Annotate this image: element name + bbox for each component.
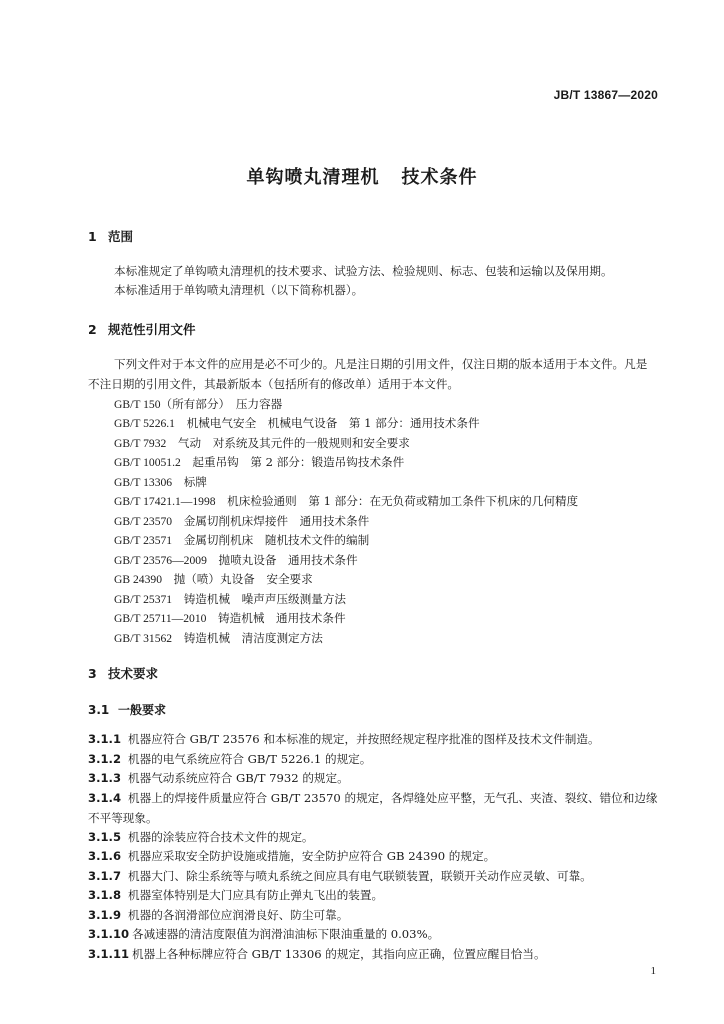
section-2-heading bbox=[88, 320, 196, 338]
reference-item bbox=[114, 551, 358, 571]
requirement-text: 机器的各润滑部位应润滑良好、防尘可靠。 bbox=[128, 908, 349, 922]
requirement-text: 机器上各种标牌应符合 GB/T 13306 的规定，其指向应正确，位置应醒目恰当。 bbox=[132, 947, 546, 961]
requirement-number: 3.1.10 bbox=[88, 927, 130, 941]
reference-code: GB/T 31562 bbox=[114, 632, 173, 645]
requirement-item bbox=[88, 827, 658, 847]
requirement-text: 各减速器的清洁度限值为润滑油油标下限油重量的 0.03%。 bbox=[132, 927, 440, 941]
section-number: 1 bbox=[88, 229, 97, 244]
requirement-text: 机器应采取安全防护设施或措施，安全防护应符合 GB 24390 的规定。 bbox=[128, 849, 496, 863]
reference-title: 铸造机械 清洁度测定方法 bbox=[183, 631, 323, 645]
reference-title: 抛（喷）丸设备 安全要求 bbox=[173, 572, 313, 586]
requirement-number: 3.1.1 bbox=[88, 732, 122, 746]
reference-code: GB 24390 bbox=[114, 573, 162, 586]
requirement-item bbox=[88, 885, 658, 905]
reference-item bbox=[114, 629, 323, 649]
requirement-item bbox=[88, 924, 658, 944]
section-1-para-1: 本标准规定了单钩喷丸清理机的技术要求、试验方法、检验规则、标志、包装和运输以及保用期。 bbox=[114, 264, 613, 278]
requirement-text: 机器的电气系统应符合 GB/T 5226.1 的规定。 bbox=[128, 752, 372, 766]
section-number: 2 bbox=[88, 322, 97, 337]
reference-item bbox=[114, 473, 207, 493]
reference-item bbox=[114, 453, 404, 473]
reference-code: GB/T 150（所有部分） bbox=[114, 398, 225, 411]
title-sub: 技术条件 bbox=[401, 167, 478, 188]
requirement-number: 3.1.11 bbox=[88, 947, 130, 961]
section-3-heading bbox=[88, 664, 158, 682]
reference-item bbox=[114, 492, 578, 512]
requirement-text: 机器气动系统应符合 GB/T 7932 的规定。 bbox=[128, 771, 349, 785]
requirement-text: 机器应符合 GB/T 23576 和本标准的规定，并按照经规定程序批准的图样及技术文件制造。 bbox=[128, 732, 600, 746]
reference-code: GB/T 7932 bbox=[114, 437, 167, 450]
reference-title: 压力容器 bbox=[235, 397, 283, 411]
requirement-number: 3.1.5 bbox=[88, 830, 122, 844]
section-2-intro: 下列文件对于本文件的应用是必不可少的。凡是注日期的引用文件，仅注日期的版本适用于本文件。凡是不注日期的引用文件，其最新版本（包括所有的修改单）适用于本文件。 bbox=[88, 357, 648, 391]
reference-title: 抛喷丸设备 通用技术条件 bbox=[218, 553, 358, 567]
requirement-number: 3.1.7 bbox=[88, 869, 122, 883]
standard-code: JB/T 13867—2020 bbox=[553, 88, 658, 102]
reference-title: 机械电气安全 机械电气设备 第 1 部分：通用技术条件 bbox=[186, 416, 480, 430]
section-1-heading bbox=[88, 227, 133, 245]
subsection-title: 一般要求 bbox=[118, 703, 167, 717]
section-title: 技术要求 bbox=[108, 666, 159, 681]
requirement-item bbox=[88, 788, 658, 828]
page-number: 1 bbox=[650, 965, 656, 977]
reference-title: 标牌 bbox=[183, 475, 207, 489]
requirement-text: 机器大门、除尘系统等与喷丸系统之间应具有电气联锁装置，联锁开关动作应灵敏、可靠。 bbox=[128, 869, 592, 883]
requirement-text: 机器的涂装应符合技术文件的规定。 bbox=[128, 830, 314, 844]
section-title: 范围 bbox=[108, 229, 134, 244]
subsection-number: 3.1 bbox=[88, 703, 110, 717]
reference-item bbox=[114, 609, 346, 629]
reference-title: 金属切削机床焊接件 通用技术条件 bbox=[183, 514, 370, 528]
reference-code: GB/T 23571 bbox=[114, 534, 173, 547]
requirement-number: 3.1.2 bbox=[88, 752, 122, 766]
reference-item bbox=[114, 570, 313, 590]
reference-item bbox=[114, 395, 282, 415]
document-title bbox=[0, 163, 724, 189]
reference-title: 金属切削机床 随机技术文件的编制 bbox=[183, 533, 370, 547]
requirement-number: 3.1.4 bbox=[88, 791, 122, 805]
reference-code: GB/T 25711—2010 bbox=[114, 612, 207, 625]
reference-item bbox=[114, 590, 346, 610]
requirement-item bbox=[88, 866, 658, 886]
reference-code: GB/T 5226.1 bbox=[114, 417, 175, 430]
requirement-number: 3.1.3 bbox=[88, 771, 122, 785]
subsection-3-1-heading bbox=[88, 701, 166, 718]
requirement-number: 3.1.8 bbox=[88, 888, 122, 902]
reference-title: 起重吊钩 第 2 部分：锻造吊钩技术条件 bbox=[192, 455, 405, 469]
reference-item bbox=[114, 512, 369, 532]
section-title: 规范性引用文件 bbox=[108, 322, 196, 337]
reference-title: 铸造机械 通用技术条件 bbox=[218, 611, 346, 625]
requirement-number: 3.1.9 bbox=[88, 908, 122, 922]
section-number: 3 bbox=[88, 666, 97, 681]
requirement-number: 3.1.6 bbox=[88, 849, 122, 863]
requirement-item bbox=[88, 729, 658, 749]
requirement-text: 机器室体特别是大门应具有防止弹丸飞出的装置。 bbox=[128, 888, 384, 902]
reference-title: 气动 对系统及其元件的一般规则和安全要求 bbox=[177, 436, 410, 450]
reference-code: GB/T 10051.2 bbox=[114, 456, 181, 469]
requirement-item bbox=[88, 846, 658, 866]
reference-title: 铸造机械 噪声声压级测量方法 bbox=[183, 592, 347, 606]
reference-code: GB/T 23570 bbox=[114, 515, 173, 528]
title-main: 单钩喷丸清理机 bbox=[246, 167, 380, 188]
reference-item bbox=[114, 434, 410, 454]
requirement-item bbox=[88, 905, 658, 925]
requirement-item bbox=[88, 944, 658, 964]
reference-item bbox=[114, 414, 480, 434]
reference-code: GB/T 25371 bbox=[114, 593, 173, 606]
section-1-para-2: 本标准适用于单钩喷丸清理机（以下简称机器）。 bbox=[114, 283, 364, 297]
reference-item bbox=[114, 531, 369, 551]
reference-code: GB/T 17421.1—1998 bbox=[114, 495, 216, 508]
requirement-item bbox=[88, 749, 658, 769]
reference-title: 机床检验通则 第 1 部分：在无负荷或精加工条件下机床的几何精度 bbox=[227, 494, 579, 508]
requirement-item bbox=[88, 768, 658, 788]
requirement-text: 机器上的焊接件质量应符合 GB/T 23570 的规定，各焊缝处应平整，无气孔、夹渣、裂纹、错位和边缘不平等现象。 bbox=[88, 791, 658, 825]
reference-code: GB/T 23576—2009 bbox=[114, 554, 207, 567]
reference-code: GB/T 13306 bbox=[114, 476, 173, 489]
